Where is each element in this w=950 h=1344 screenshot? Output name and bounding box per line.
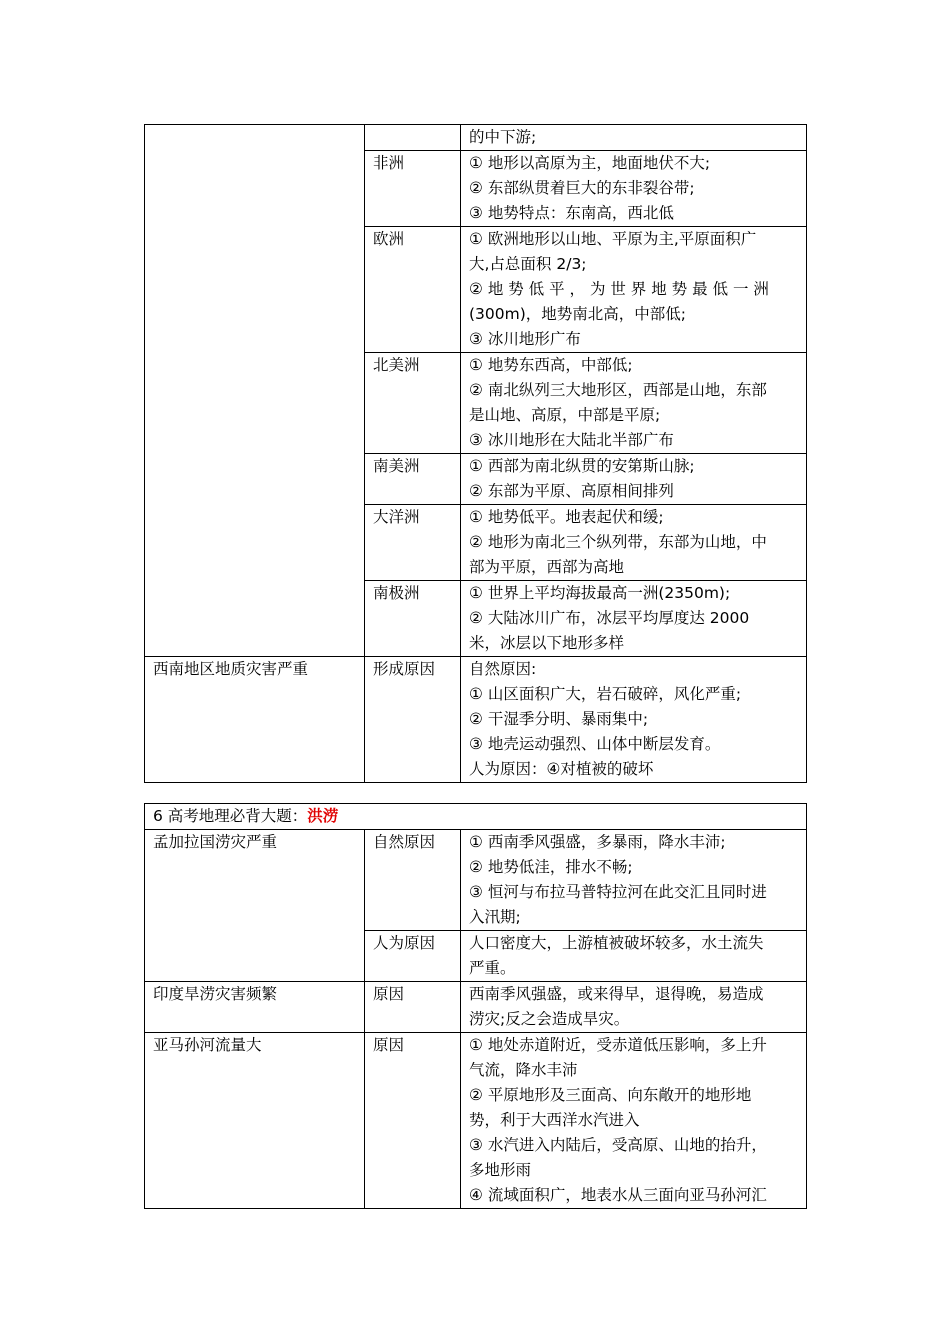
feature-line: ① 地势低平。地表起伏和缓; (469, 508, 664, 526)
feature-line: ① 地处赤道附近，受赤道低压影响，多上升 (469, 1036, 767, 1054)
feature-line: ③ 冰川地形广布 (469, 330, 581, 348)
topic-cell: 亚马孙河流量大 (145, 1033, 365, 1209)
feature-cell (461, 125, 807, 151)
feature-line: 米，冰层以下地形多样 (469, 634, 625, 652)
feature-cell (461, 581, 807, 657)
continent-cell: 南美洲 (365, 454, 461, 505)
feature-line: 自然原因: (469, 660, 537, 678)
feature-line: ① 地势东西高，中部低; (469, 356, 633, 374)
feature-line: 是山地、高原，中部是平原; (469, 406, 661, 424)
feature-cell (461, 151, 807, 227)
feature-line: 涝灾;反之会造成旱灾。 (469, 1010, 630, 1028)
feature-line: ② 东部为平原、高原相间排列 (469, 482, 674, 500)
feature-line: 严重。 (469, 959, 516, 977)
table-row (145, 657, 807, 783)
feature-line: ③ 恒河与布拉马普特拉河在此交汇且同时进 (469, 883, 767, 901)
category-cell: 原因 (365, 1033, 461, 1209)
feature-line: 大,占总面积 2/3; (469, 255, 587, 273)
feature-line: 西南季风强盛，或来得早，退得晚，易造成 (469, 985, 764, 1003)
feature-cell (461, 931, 807, 982)
section-heading (145, 804, 807, 830)
category-cell: 形成原因 (365, 657, 461, 783)
feature-line: ① 西部为南北纵贯的安第斯山脉; (469, 457, 695, 475)
table-row (145, 1033, 807, 1209)
table-row (145, 982, 807, 1033)
feature-line: ① 地形以高原为主，地面地伏不大; (469, 154, 711, 172)
feature-line: ② 大陆冰川广布，冰层平均厚度达 2000 (469, 609, 750, 627)
feature-line: ③ 地壳运动强烈、山体中断层发育。 (469, 735, 721, 753)
category-cell: 自然原因 (365, 830, 461, 931)
feature-line: 入汛期; (469, 908, 521, 926)
feature-line: 势，利于大西洋水汽进入 (469, 1111, 640, 1129)
flood-table (144, 803, 807, 1209)
feature-line: ④ 流域面积广，地表水从三面向亚马孙河汇 (469, 1186, 767, 1204)
feature-line: ② 平原地形及三面高、向东敞开的地形地 (469, 1086, 752, 1104)
feature-line: ② 地势低洼，排水不畅; (469, 858, 633, 876)
feature-line: 人口密度大，上游植被破坏较多，水土流失 (469, 934, 764, 952)
continent-cell (365, 125, 461, 151)
feature-line: ② 地 势 低 平 ， 为 世 界 地 势 最 低 一 洲 (469, 280, 769, 298)
feature-line: 人为原因：④对植被的破坏 (469, 760, 654, 778)
feature-cell (461, 1033, 807, 1209)
feature-cell (461, 227, 807, 353)
feature-cell (461, 830, 807, 931)
section-heading-prefix: 6 高考地理必背大题： (153, 807, 308, 825)
feature-cell (461, 505, 807, 581)
category-cell: 人为原因 (365, 931, 461, 982)
feature-line: ② 干湿季分明、暴雨集中; (469, 710, 649, 728)
feature-line: ① 西南季风强盛，多暴雨，降水丰沛; (469, 833, 726, 851)
table-row (145, 125, 807, 151)
continent-cell: 非洲 (365, 151, 461, 227)
continent-cell: 欧洲 (365, 227, 461, 353)
feature-line: ① 世界上平均海拔最高一洲(2350m); (469, 584, 731, 602)
feature-line: ③ 冰川地形在大陆北半部广布 (469, 431, 674, 449)
feature-cell (461, 657, 807, 783)
continent-cell: 大洋洲 (365, 505, 461, 581)
terrain-table (144, 124, 807, 783)
feature-line: ① 山区面积广大，岩石破碎，风化严重; (469, 685, 742, 703)
feature-line: ① 欧洲地形以山地、平原为主,平原面积广 (469, 230, 757, 248)
feature-line: ③ 地势特点：东南高，西北低 (469, 204, 674, 222)
feature-line: 部为平原，西部为高地 (469, 558, 625, 576)
category-cell: 原因 (365, 982, 461, 1033)
continent-cell: 南极洲 (365, 581, 461, 657)
feature-line: ② 南北纵列三大地形区，西部是山地，东部 (469, 381, 767, 399)
continent-cell: 北美洲 (365, 353, 461, 454)
topic-cell: 印度旱涝灾害频繁 (145, 982, 365, 1033)
feature-line: ③ 水汽进入内陆后，受高原、山地的抬升， (469, 1136, 767, 1154)
feature-cell (461, 454, 807, 505)
feature-cell (461, 982, 807, 1033)
section-heading-highlight: 洪涝 (307, 807, 339, 825)
table-row (145, 830, 807, 931)
topic-cell: 孟加拉国涝灾严重 (145, 830, 365, 982)
feature-line: (300m)，地势南北高，中部低; (469, 305, 687, 323)
feature-line: ② 东部纵贯着巨大的东非裂谷带; (469, 179, 695, 197)
topic-cell: 西南地区地质灾害严重 (145, 657, 365, 783)
feature-cell (461, 353, 807, 454)
feature-line: ② 地形为南北三个纵列带，东部为山地，中 (469, 533, 767, 551)
topic-cell-continued (145, 125, 365, 657)
feature-line: 多地形雨 (469, 1161, 532, 1179)
feature-line: 气流，降水丰沛 (469, 1061, 578, 1079)
table-header-row (145, 804, 807, 830)
feature-line: 的中下游; (469, 128, 537, 146)
